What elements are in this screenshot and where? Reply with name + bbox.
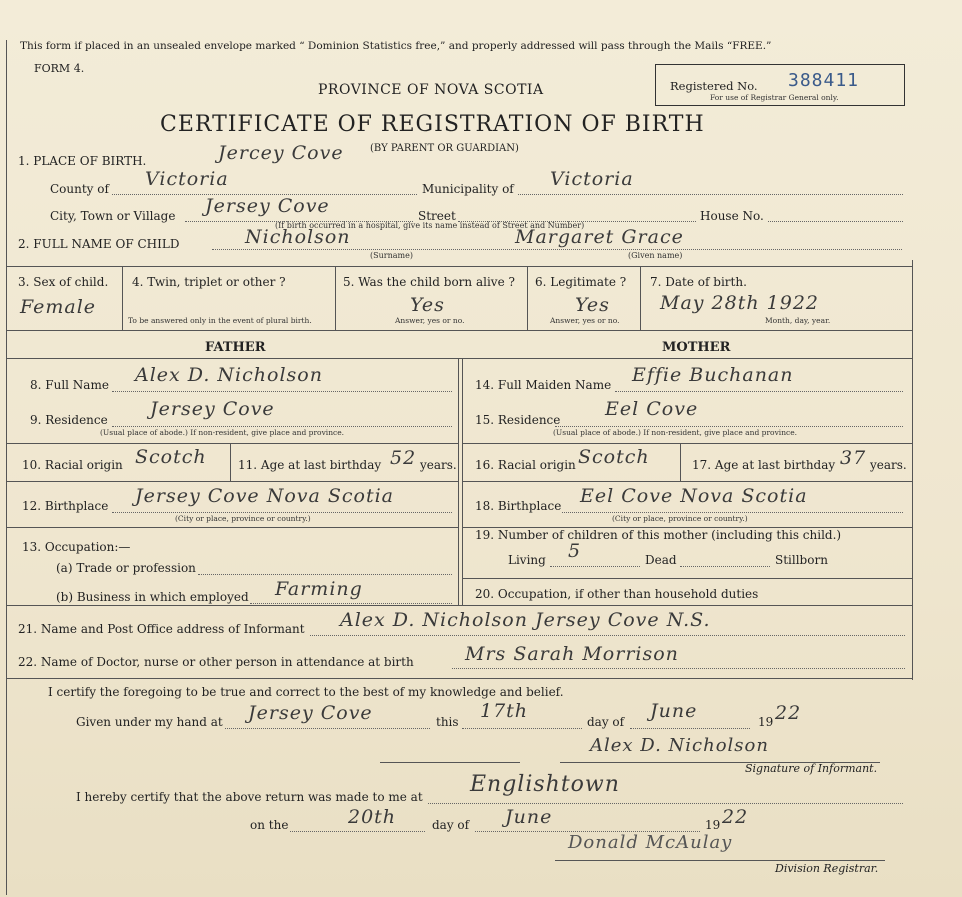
mother-years-label: years. bbox=[870, 458, 907, 472]
doctor-label: 22. Name of Doctor, nurse or other person in attendance at birth bbox=[18, 655, 414, 669]
mother-heading: MOTHER bbox=[662, 340, 731, 355]
given-under-label: Given under my hand at bbox=[76, 715, 223, 729]
registered-no-label: Registered No. bbox=[670, 79, 758, 93]
mother-living-label: Living bbox=[508, 553, 546, 567]
registrar-statement: I hereby certify that the above return was made to me at bbox=[76, 790, 423, 804]
given-name-caption: (Given name) bbox=[628, 251, 683, 260]
registered-no-value: 388411 bbox=[788, 70, 860, 91]
given-month-value: June bbox=[650, 700, 698, 722]
father-birthplace-value: Jersey Cove Nova Scotia bbox=[135, 485, 395, 507]
alive-value: Yes bbox=[410, 294, 445, 316]
registrar-use-note: For use of Registrar General only. bbox=[710, 93, 839, 102]
registrar-day-of-label: day of bbox=[432, 818, 470, 832]
mail-notice: This form if placed in an unsealed envelope marked “ Dominion Statistics free,” and properly addressed will pass through the Mails “FREE.” bbox=[20, 40, 772, 52]
mother-racial-label: 16. Racial origin bbox=[475, 458, 576, 472]
county-label: County of bbox=[50, 182, 109, 196]
mother-living-value: 5 bbox=[568, 540, 582, 562]
dob-note: Month, day, year. bbox=[765, 316, 831, 325]
place-of-birth-label: 1. PLACE OF BIRTH. bbox=[18, 154, 147, 168]
mother-children-label: 19. Number of children of this mother (including this child.) bbox=[475, 528, 842, 542]
father-business-value: Farming bbox=[275, 578, 363, 600]
dob-value: May 28th 1922 bbox=[660, 292, 819, 314]
alive-note: Answer, yes or no. bbox=[395, 316, 465, 325]
mother-birthplace-label: 18. Birthplace bbox=[475, 499, 562, 513]
father-residence-value: Jersey Cove bbox=[150, 398, 275, 420]
certify-statement: I certify the foregoing to be true and correct to the best of my knowledge and belief. bbox=[48, 685, 564, 699]
mother-residence-value: Eel Cove bbox=[605, 398, 699, 420]
mother-racial-value: Scotch bbox=[578, 446, 650, 468]
mother-occupation-label: 20. Occupation, if other than household duties bbox=[475, 587, 759, 601]
twin-note: To be answered only in the event of plural birth. bbox=[128, 316, 312, 325]
city-value: Jersey Cove bbox=[205, 195, 330, 217]
dob-label: 7. Date of birth. bbox=[650, 275, 747, 289]
legitimate-note: Answer, yes or no. bbox=[550, 316, 620, 325]
registrar-month-value: June bbox=[505, 806, 553, 828]
mother-residence-label: 15. Residence bbox=[475, 413, 561, 427]
father-trade-label: (a) Trade or profession bbox=[56, 561, 196, 575]
given-day-of-label: day of bbox=[587, 715, 625, 729]
informant-value: Alex D. Nicholson Jersey Cove N.S. bbox=[340, 609, 711, 631]
surname-caption: (Surname) bbox=[370, 251, 413, 260]
mother-stillborn-label: Stillborn bbox=[775, 553, 828, 567]
certificate-title: CERTIFICATE OF REGISTRATION OF BIRTH bbox=[160, 112, 705, 137]
father-business-label: (b) Business in which employed bbox=[56, 590, 249, 604]
informant-signature: Alex D. Nicholson bbox=[590, 735, 769, 756]
mother-dead-label: Dead bbox=[645, 553, 677, 567]
father-age-value: 52 bbox=[390, 447, 417, 469]
on-the-label: on the bbox=[250, 818, 289, 832]
given-year-prefix: 19 bbox=[758, 715, 774, 729]
twin-label: 4. Twin, triplet or other ? bbox=[132, 275, 286, 289]
municipality-label: Municipality of bbox=[422, 182, 514, 196]
father-heading: FATHER bbox=[205, 340, 266, 355]
hospital-note: (If birth occurred in a hospital, give its name instead of Street and Number) bbox=[275, 221, 585, 230]
child-surname-value: Nicholson bbox=[245, 226, 351, 248]
mother-name-label: 14. Full Maiden Name bbox=[475, 378, 612, 392]
registrar-day-value: 20th bbox=[348, 806, 397, 828]
mother-residence-note: (Usual place of abode.) If non-resident, give place and province. bbox=[553, 428, 798, 437]
mother-birthplace-note: (City or place, province or country.) bbox=[612, 514, 748, 523]
sex-label: 3. Sex of child. bbox=[18, 275, 109, 289]
father-age-label: 11. Age at last birthday bbox=[238, 458, 382, 472]
sex-value: Female bbox=[20, 296, 97, 318]
mother-age-label: 17. Age at last birthday bbox=[692, 458, 836, 472]
this-label: this bbox=[436, 715, 459, 729]
informant-signature-caption: Signature of Informant. bbox=[745, 762, 878, 775]
municipality-value: Victoria bbox=[550, 168, 634, 190]
registrar-year-value: 22 bbox=[722, 806, 749, 828]
province-heading: PROVINCE OF NOVA SCOTIA bbox=[318, 82, 544, 98]
doctor-value: Mrs Sarah Morrison bbox=[465, 643, 679, 665]
father-racial-label: 10. Racial origin bbox=[22, 458, 123, 472]
father-residence-note: (Usual place of abode.) If non-resident, give place and province. bbox=[100, 428, 345, 437]
street-label: Street bbox=[418, 209, 456, 223]
registrar-caption: Division Registrar. bbox=[775, 862, 879, 875]
registrar-year-prefix: 19 bbox=[705, 818, 721, 832]
place-of-birth-value: Jercey Cove bbox=[218, 142, 344, 164]
father-name-value: Alex D. Nicholson bbox=[135, 364, 323, 386]
informant-label: 21. Name and Post Office address of Informant bbox=[18, 622, 305, 636]
father-birthplace-label: 12. Birthplace bbox=[22, 499, 109, 513]
right-border bbox=[912, 260, 913, 680]
father-years-label: years. bbox=[420, 458, 457, 472]
registrar-signature: Donald McAulay bbox=[568, 832, 733, 853]
father-racial-value: Scotch bbox=[135, 446, 207, 468]
given-place-value: Jersey Cove bbox=[248, 702, 373, 724]
mother-name-value: Effie Buchanan bbox=[632, 364, 794, 386]
form-number: FORM 4. bbox=[34, 62, 85, 75]
city-label: City, Town or Village bbox=[50, 209, 176, 223]
house-no-label: House No. bbox=[700, 209, 764, 223]
father-occupation-label: 13. Occupation:— bbox=[22, 540, 131, 554]
child-name-label: 2. FULL NAME OF CHILD bbox=[18, 237, 180, 251]
county-value: Victoria bbox=[145, 168, 229, 190]
registered-no-box bbox=[655, 64, 905, 106]
father-residence-label: 9. Residence bbox=[30, 413, 108, 427]
alive-label: 5. Was the child born alive ? bbox=[343, 275, 515, 289]
certificate-subtitle: (BY PARENT OR GUARDIAN) bbox=[370, 143, 519, 154]
left-border bbox=[6, 40, 7, 895]
legitimate-value: Yes bbox=[575, 294, 610, 316]
mother-age-value: 37 bbox=[840, 447, 867, 469]
father-name-label: 8. Full Name bbox=[30, 378, 109, 392]
registrar-place-value: Englishtown bbox=[470, 772, 620, 797]
father-birthplace-note: (City or place, province or country.) bbox=[175, 514, 311, 523]
mother-birthplace-value: Eel Cove Nova Scotia bbox=[580, 485, 808, 507]
given-year-value: 22 bbox=[775, 702, 802, 724]
child-given-value: Margaret Grace bbox=[515, 226, 684, 248]
legitimate-label: 6. Legitimate ? bbox=[535, 275, 627, 289]
given-day-value: 17th bbox=[480, 700, 529, 722]
